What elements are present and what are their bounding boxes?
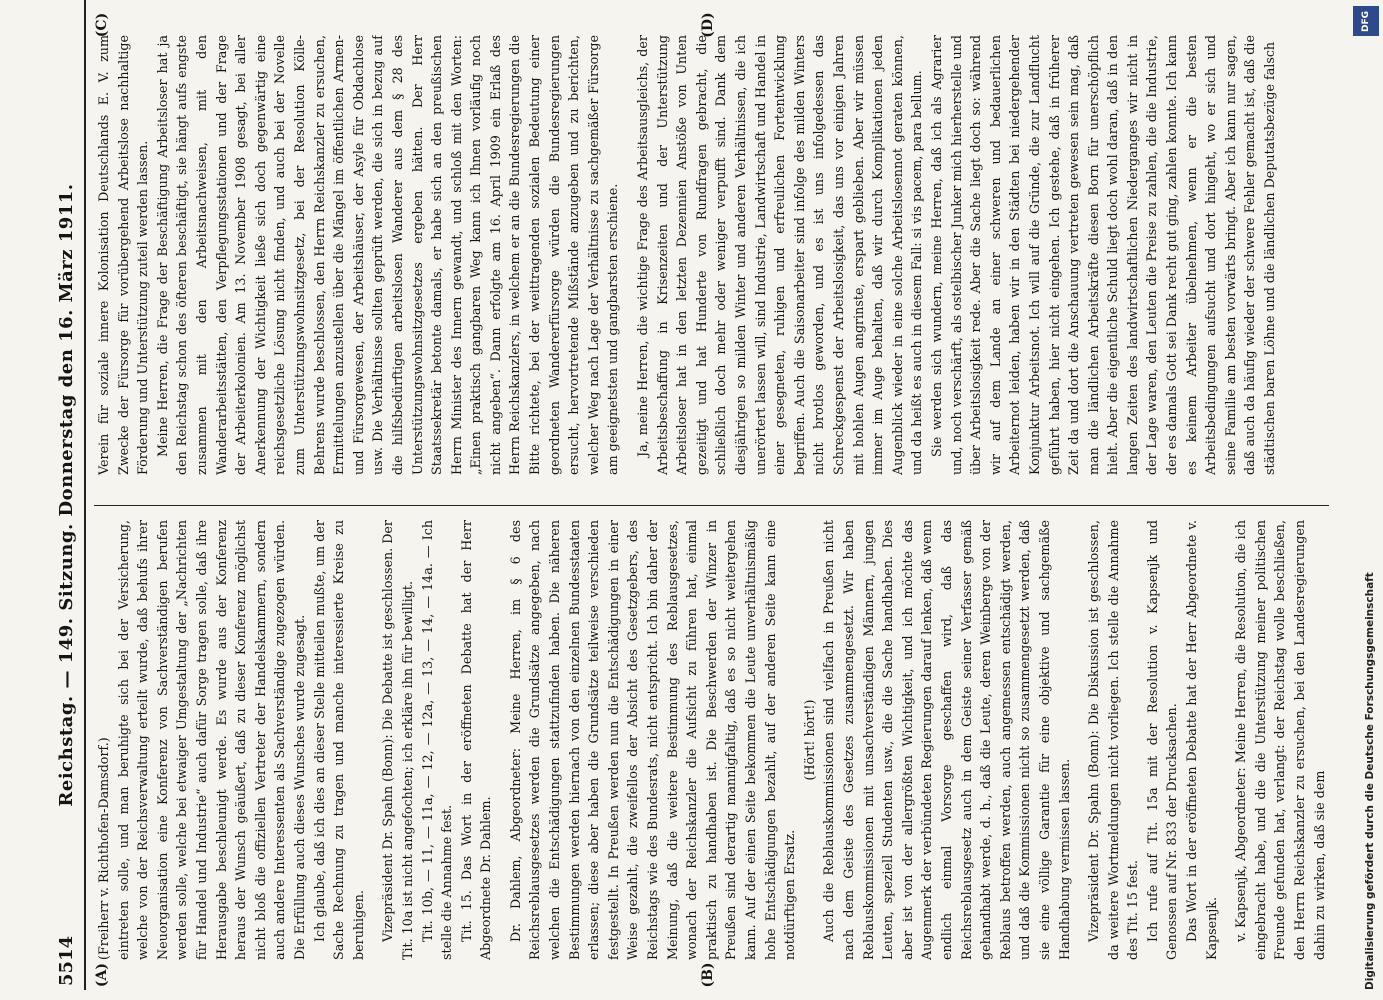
paragraph: eintreten solle, und man beruhigte sich bei der Versicherung, welche von der Reichsverwaltung erteilt wurde, daß behufs ihrer Neuorganisation eine Konferenz von Sachverständigen berufen werden solle, welche bei etwaiger Umgestaltung der „Nachrichten für Handel und Industrie“ auch dafür Sorge tragen solle, daß ihre Herausgabe beschleunigt werde. Es wurde aus der Konferenz heraus der Wunsch geäußert, daß zu dieser Konferenz möglichst nicht bloß die offiziellen Vertreter der Handelskammern, sondern auch andere Interessenten als Sachverständige zugezogen würden. Die Erfüllung auch dieses Wunsches wurde zugesagt. <box>115 520 307 960</box>
paragraph: Tit. 10b, — 11, — 11a, — 12, — 12a, — 13, — 14, — 14a. — Ich stelle die Annahme fest. <box>419 520 455 960</box>
paragraph: Auch die Reblauskommissionen sind vielfach in Preußen nicht nach dem Geiste des Gesetzes zusammengesetzt. Wir haben Reblauskommissionen mit unsachverständigen Männern, jungen Leuten, speziell Studenten usw., die die Sache handhaben. Dies aber ist von der allergrößten Wichtigkeit, und ich möchte das Augenmerk der verbündeten Regierungen darauf lenken, daß wenn endlich einmal Vorsorge geschaffen wird, daß das Reichsreblausgesetz auch in dem Geiste seiner Verfasser gemäß gehandhabt werde, d. h., daß die Leute, deren Weinberge von der Reblaus betroffen werden, auch angemessen entschädigt werden, und daß die Kommissionen nicht so zusammengesetzt werden, daß sie eine völlige Garantie für eine objektive und sachgemäße Handhabung vermissen lassen. <box>821 520 1072 960</box>
rotated-page <box>50 0 1340 990</box>
paragraph: Verein für soziale innere Kolonisation Deutschlands E. V. zum Zwecke der Fürsorge für vorübergehend Arbeitslose nachhaltige Förderung und Unterstützung zuteil werden lassen. <box>96 35 151 475</box>
paragraph: Tit. 15. Das Wort in der eröffneten Debatte hat der Herr Abgeordnete Dr. Dahlem. <box>458 520 494 960</box>
paragraph: Ich glaube, daß ich dies an dieser Stelle mitteilen mußte, um der Sache Rechnung zu tragen und manche interessierte Kreise zu beruhigen. <box>311 520 366 960</box>
page-number: 5514 <box>56 935 77 986</box>
digitization-credit: Digitalisierung gefördert durch die Deutsche Forschungsgemeinschaft <box>1364 572 1376 990</box>
margin-marker-a: (A) <box>94 962 110 988</box>
paragraph: Ja, meine Herren, die wichtige Frage des Arbeitsausgleichs, der Arbeitsbeschaffung in Krisenzeiten und der Unterstützung Arbeitsloser hat in den letzten Dezennien Anstöße von Unten gezeitigt und hat Hunderte von Rundfragen gebracht, die schließlich doch mehr oder weniger verpufft sind. Dank dem diesjährigen so milden Winter und anderen Verhältnissen, die ich unerörtert lassen will, sind Industrie, Landwirtschaft und Handel in einer gesegneten, ruhigen und erfreulichen Fortentwicklung begriffen. Auch die Saisonarbeiter sind infolge des milden Winters nicht brotlos geworden, und es ist uns infolgedessen das Schreckgespenst der Arbeitslosigkeit, das uns vor einigen Jahren mit hohlen Augen angrinste, erspart geblieben. Aber wir müssen immer im Auge behalten, daß wir durch Komplikationen jeden Augenblick wieder in eine solche Arbeitslosennot geraten können, und da heißt es auch in diesem Fall: si vis pacem, para bellum. <box>635 35 925 475</box>
paragraph: Vizepräsident Dr. Spahn (Bonn): Die Diskussion ist geschlossen, da weitere Wortmeldungen nicht vorliegen. Ich stelle die Annahme des Tit. 15 fest. <box>1086 520 1141 960</box>
paragraph: Vizepräsident Dr. Spahn (Bonn): Die Debatte ist geschlossen. Der Tit. 10a ist nicht angefochten; ich erkläre ihn für bewilligt. <box>380 520 415 960</box>
column-divider <box>94 505 1329 506</box>
left-column <box>94 520 1329 960</box>
page-title: Reichstag. — 149. Sitzung. Donnerstag den 16. März 1911. <box>56 183 77 807</box>
paragraph: Meine Herren, die Frage der Beschäftigung Arbeitsloser hat ja den Reichstag schon des öfteren beschäftigt, sie hängt aufs engste zusammen mit den Arbeitsnachweisen, mit den Wanderarbeitsstätten, den Verpflegungsstationen und der Frage der Arbeiterkolonien. Am 13. November 1908 gesagt, bei aller Anerkennung der Wichtigkeit ließe sich doch gegenwärtig eine reichsgesetzliche Lösung nicht finden, und auch bei der Novelle zum Unterstützungswohnsitzgesetz, bei der Resolution Kölle-Behrens wurde beschlossen, den Herrn Reichskanzler zu ersuchen, Ermittelungen anzustellen über die Mängel im öffentlichen Armen- und Fürsorgewesen, der Arbeitshäuser, der Asyle für Obdachlose usw. Die Verhältnisse sollten geprüft werden, die sich in bezug auf die hilfsbedürftigen arbeitslosen Wanderer aus dem § 28 des Unterstützungswohnsitzgesetzes ergeben hätten. Der Herr Staatssekretär betonte damals, er habe sich an den preußischen Herrn Minister des Innern gewandt, und schloß mit den Worten: „Einen praktisch gangbaren Weg kann ich Ihnen vorläufig noch nicht angeben“. Dann erfolgte am 16. April 1909 ein Erlaß des Herrn Reichskanzlers, in welchem er an die Bundesregierungen die Bitte richtete, bei der weittragenden sozialen Bedeutung einer geordneten Wandererfürsorge würden die Bundesregierungen ersucht, hervortretende Mißstände anzugeben und zu berichten, welcher Weg nach Lage der Verhältnisse zu sachgemäßer Fürsorge am geeignetsten und gangbarsten erschiene. <box>154 35 621 475</box>
margin-marker-d: (D) <box>700 12 716 38</box>
dfg-logo: DFG <box>1353 6 1379 36</box>
margin-marker-b: (B) <box>700 962 716 988</box>
paragraph: Das Wort in der eröffneten Debatte hat der Herr Abgeordnete v. Kapsenjk. <box>1184 520 1219 960</box>
page-header <box>50 0 86 990</box>
right-column <box>94 35 1329 475</box>
paragraph: (Freiherr v. Richthofen-Damsdorf.) <box>96 737 111 960</box>
paragraph: Dr. Dahlem, Abgeordneter: Meine Herren, im § 6 des Reichsreblausgesetzes werden die Grundsätze angegeben, nach welchen die Entschädigungen stattzufinden haben. Die näheren Bestimmungen werden hiernach von den einzelnen Bundesstaaten erlassen; diese aber haben die Grundsätze teilweise verschieden festgestellt. In Preußen werden nun die Entschädigungen in einer Weise gezahlt, die zweifellos der Absicht des Gesetzgebers, des Reichstags wie des Bundesrats, nicht entspricht. Ich bin daher der Meinung, daß die weitere Bestimmung des Reblausgesetzes, wonach der Reichskanzler die Aufsicht zu führen hat, einmal praktisch zu handhaben ist. Die Beschwerden der Winzer in Preußen sind derartig mannigfaltig, daß es so nicht weitergehen kann. Auf der einen Seite bekommen die Leute unverhältnismäßig hohe Entschädigungen bezahlt, auf der anderen Seite kann eine notdürftigen Ersatz. <box>507 520 798 960</box>
paragraph: Sie werden sich wundern, meine Herren, daß ich als Agrarier und, noch verschärft, als ostelbischer Junker mich hierherstelle und über Arbeitslosigkeit rede. Aber die Sache liegt doch so: während wir auf dem Lande an einer schweren und bedauerlichen Arbeiternot leiden, haben wir in den Städten bei niedergehender Konjunktur Arbeitsnot. Ich will auf die Gründe, die zur Landflucht geführt haben, hier nicht eingehen. Ich gestehe, daß in früherer Zeit da und dort die Anschauung vertreten gewesen sein mag, daß man die ländlichen Arbeitskräfte diesen Born für unerschöpflich hielt. Aber die eigentliche Schuld liegt doch wohl daran, daß in den langen Zeiten des landwirtschaftlichen Niederganges wir nicht in der Lage waren, den Leuten die Preise zu zahlen, die die Industrie, der es damals Gott sei Dank recht gut ging, zahlen konnte. Ich kann es keinem Arbeiter übelnehmen, wenn er die besten Arbeitsbedingungen aufsucht und dort hingeht, wo er sich und seine Familie am besten vorwärts bringt. Aber ich kann nur sagen, daß auch da häufig wieder der schwere Fehler gemacht ist, daß die städtischen baren Löhne und die ländlichen Deputatsbezüge falsch <box>928 35 1278 475</box>
paragraph: v. Kapsenjk, Abgeordneter: Meine Herren, die Resolution, die ich eingebracht habe, und die die Unterstützung meiner politischen Freunde gefunden hat, verlangt: der Reichstag wolle beschließen, den Herrn Reichskanzler zu ersuchen, bei den Landesregierungen dahin zu wirken, daß sie dem <box>1233 520 1327 960</box>
margin-marker-c: (C) <box>94 12 110 38</box>
paragraph: (Hört! hört!) <box>801 699 817 781</box>
paragraph: Ich rufe auf Tit. 15a mit der Resolution v. Kapsenjk und Genossen auf Nr. 833 der Drucksachen. <box>1144 520 1180 960</box>
